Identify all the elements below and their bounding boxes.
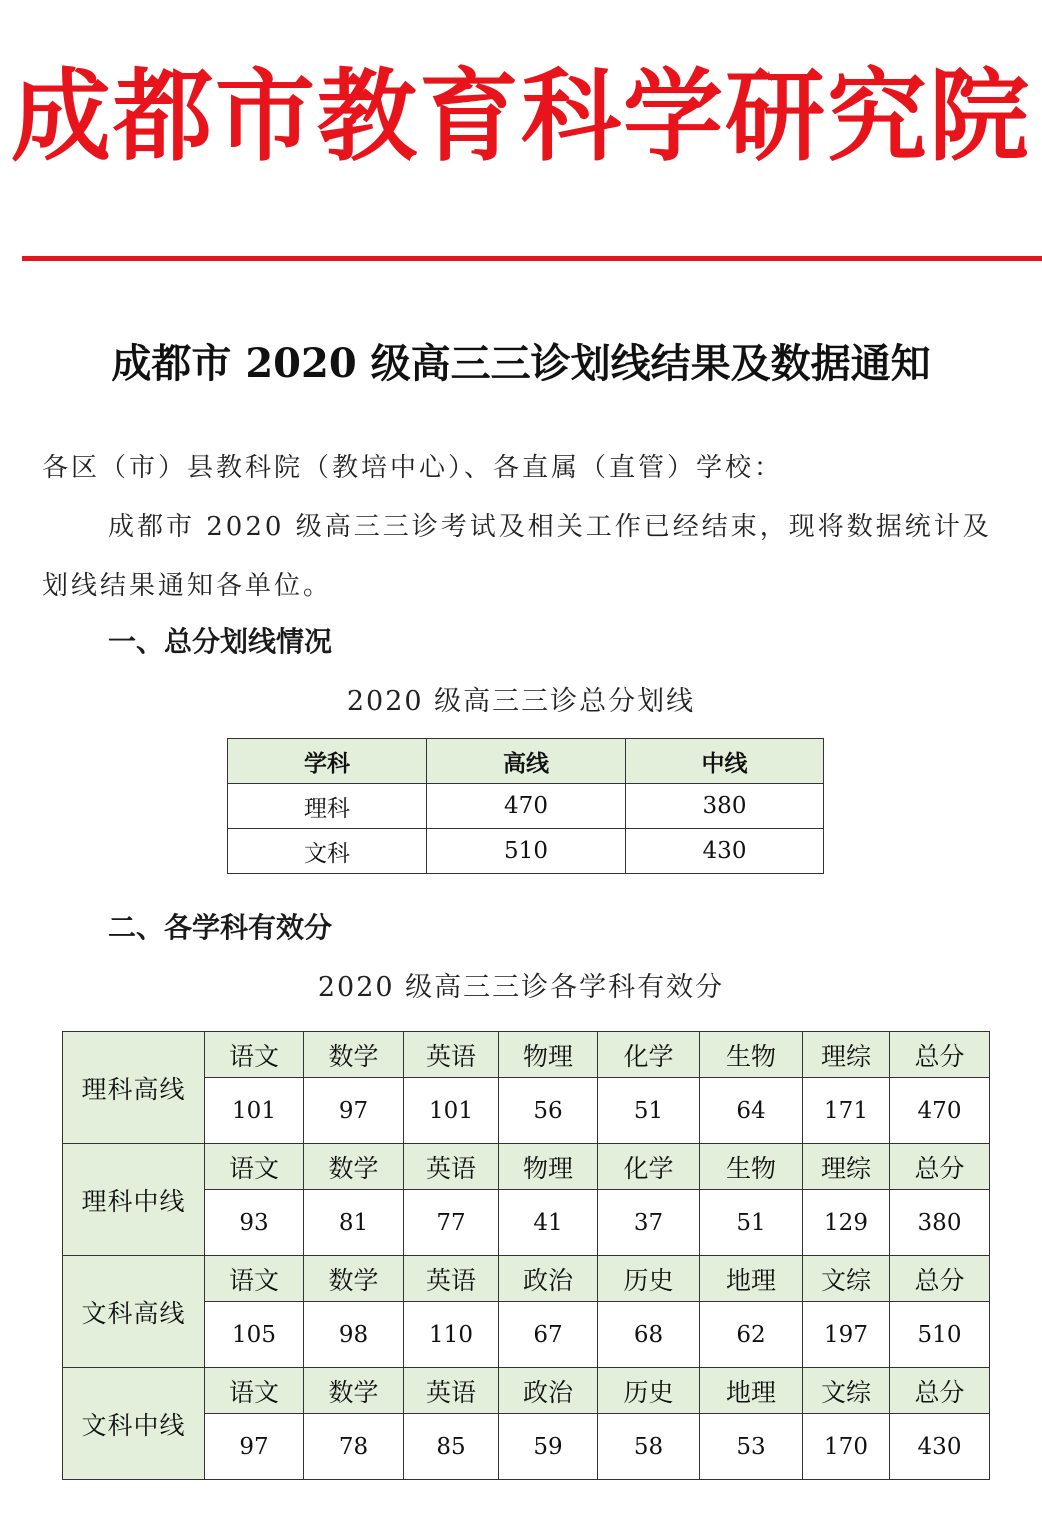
score-cell: 171 (803, 1078, 890, 1144)
subject-name-cell: 物理 (499, 1144, 598, 1190)
score-cell: 51 (700, 1190, 803, 1256)
body-line-2: 划线结果通知各单位。 (42, 571, 333, 601)
institution-header: 成都市教育科学研究院 (11, 58, 1031, 175)
subject-name-cell: 语文 (205, 1144, 304, 1190)
subject-header-row (63, 1368, 990, 1414)
score-cell: 41 (499, 1190, 598, 1256)
score-cell: 67 (499, 1302, 598, 1368)
subject-name-cell: 数学 (304, 1032, 404, 1078)
subject-name-cell: 英语 (404, 1032, 499, 1078)
score-cell: 62 (700, 1302, 803, 1368)
score-cell: 56 (499, 1078, 598, 1144)
document-title: 成都市 2020 级高三三诊划线结果及数据通知 (111, 340, 931, 387)
score-cell: 170 (803, 1414, 890, 1480)
subject-name-cell: 总分 (890, 1256, 990, 1302)
score-cell: 93 (205, 1190, 304, 1256)
subject-name-cell: 化学 (598, 1144, 700, 1190)
subject-effective-score-table (62, 1031, 990, 1480)
subject-name-cell: 总分 (890, 1032, 990, 1078)
subject-name-cell: 生物 (700, 1032, 803, 1078)
score-cell: 101 (205, 1078, 304, 1144)
subject-name-cell: 历史 (598, 1368, 700, 1414)
section2-caption: 2020 级高三三诊各学科有效分 (317, 972, 725, 1003)
score-cell: 470 (890, 1078, 990, 1144)
subject-header-row (63, 1256, 990, 1302)
mid-score-cell: 430 (626, 829, 824, 874)
table-row (228, 784, 824, 829)
score-cell: 85 (404, 1414, 499, 1480)
score-cell: 77 (404, 1190, 499, 1256)
group-label: 理科中线 (63, 1144, 205, 1256)
high-score-cell: 470 (427, 784, 626, 829)
score-cell: 78 (304, 1414, 404, 1480)
subject-cell: 文科 (228, 829, 427, 874)
subject-name-cell: 总分 (890, 1368, 990, 1414)
subject-name-cell: 文综 (803, 1256, 890, 1302)
subject-name-cell: 地理 (700, 1368, 803, 1414)
score-cell: 101 (404, 1078, 499, 1144)
table-row (228, 829, 824, 874)
score-cell: 37 (598, 1190, 700, 1256)
group-label: 文科中线 (63, 1368, 205, 1480)
score-cell: 97 (304, 1078, 404, 1144)
salutation: 各区（市）县教科院（教培中心）、各直属（直管）学校： (42, 453, 784, 483)
subject-name-cell: 总分 (890, 1144, 990, 1190)
subject-name-cell: 语文 (205, 1032, 304, 1078)
high-score-cell: 510 (427, 829, 626, 874)
score-cell: 197 (803, 1302, 890, 1368)
section1-caption: 2020 级高三三诊总分划线 (346, 686, 696, 717)
column-header-high: 高线 (427, 739, 626, 784)
group-label: 理科高线 (63, 1032, 205, 1144)
score-cell: 51 (598, 1078, 700, 1144)
score-cell: 97 (205, 1414, 304, 1480)
subject-name-cell: 历史 (598, 1256, 700, 1302)
score-cell: 58 (598, 1414, 700, 1480)
header-divider (22, 256, 1042, 261)
subject-name-cell: 理综 (803, 1144, 890, 1190)
total-score-table (227, 738, 824, 874)
subject-name-cell: 英语 (404, 1144, 499, 1190)
subject-name-cell: 数学 (304, 1256, 404, 1302)
score-cell: 430 (890, 1414, 990, 1480)
subject-header-row (63, 1144, 990, 1190)
subject-name-cell: 化学 (598, 1032, 700, 1078)
score-cell: 105 (205, 1302, 304, 1368)
subject-name-cell: 政治 (499, 1256, 598, 1302)
subject-name-cell: 语文 (205, 1368, 304, 1414)
subject-name-cell: 数学 (304, 1368, 404, 1414)
score-cell: 380 (890, 1190, 990, 1256)
score-cell: 59 (499, 1414, 598, 1480)
subject-name-cell: 语文 (205, 1256, 304, 1302)
subject-name-cell: 地理 (700, 1256, 803, 1302)
group-label: 文科高线 (63, 1256, 205, 1368)
subject-name-cell: 物理 (499, 1032, 598, 1078)
table-header-row (228, 739, 824, 784)
score-cell: 129 (803, 1190, 890, 1256)
subject-name-cell: 英语 (404, 1256, 499, 1302)
subject-header-row (63, 1032, 990, 1078)
subject-name-cell: 文综 (803, 1368, 890, 1414)
subject-name-cell: 政治 (499, 1368, 598, 1414)
score-cell: 98 (304, 1302, 404, 1368)
score-cell: 510 (890, 1302, 990, 1368)
score-cell: 110 (404, 1302, 499, 1368)
column-header-mid: 中线 (626, 739, 824, 784)
mid-score-cell: 380 (626, 784, 824, 829)
section1-heading: 一、总分划线情况 (108, 625, 333, 658)
score-cell: 64 (700, 1078, 803, 1144)
subject-name-cell: 理综 (803, 1032, 890, 1078)
subject-name-cell: 生物 (700, 1144, 803, 1190)
body-line-1: 成都市 2020 级高三三诊考试及相关工作已经结束，现将数据统计及 (108, 512, 992, 542)
subject-cell: 理科 (228, 784, 427, 829)
section2-heading: 二、各学科有效分 (108, 911, 333, 944)
subject-name-cell: 英语 (404, 1368, 499, 1414)
score-cell: 81 (304, 1190, 404, 1256)
subject-name-cell: 数学 (304, 1144, 404, 1190)
score-cell: 68 (598, 1302, 700, 1368)
score-cell: 53 (700, 1414, 803, 1480)
column-header-subject: 学科 (228, 739, 427, 784)
